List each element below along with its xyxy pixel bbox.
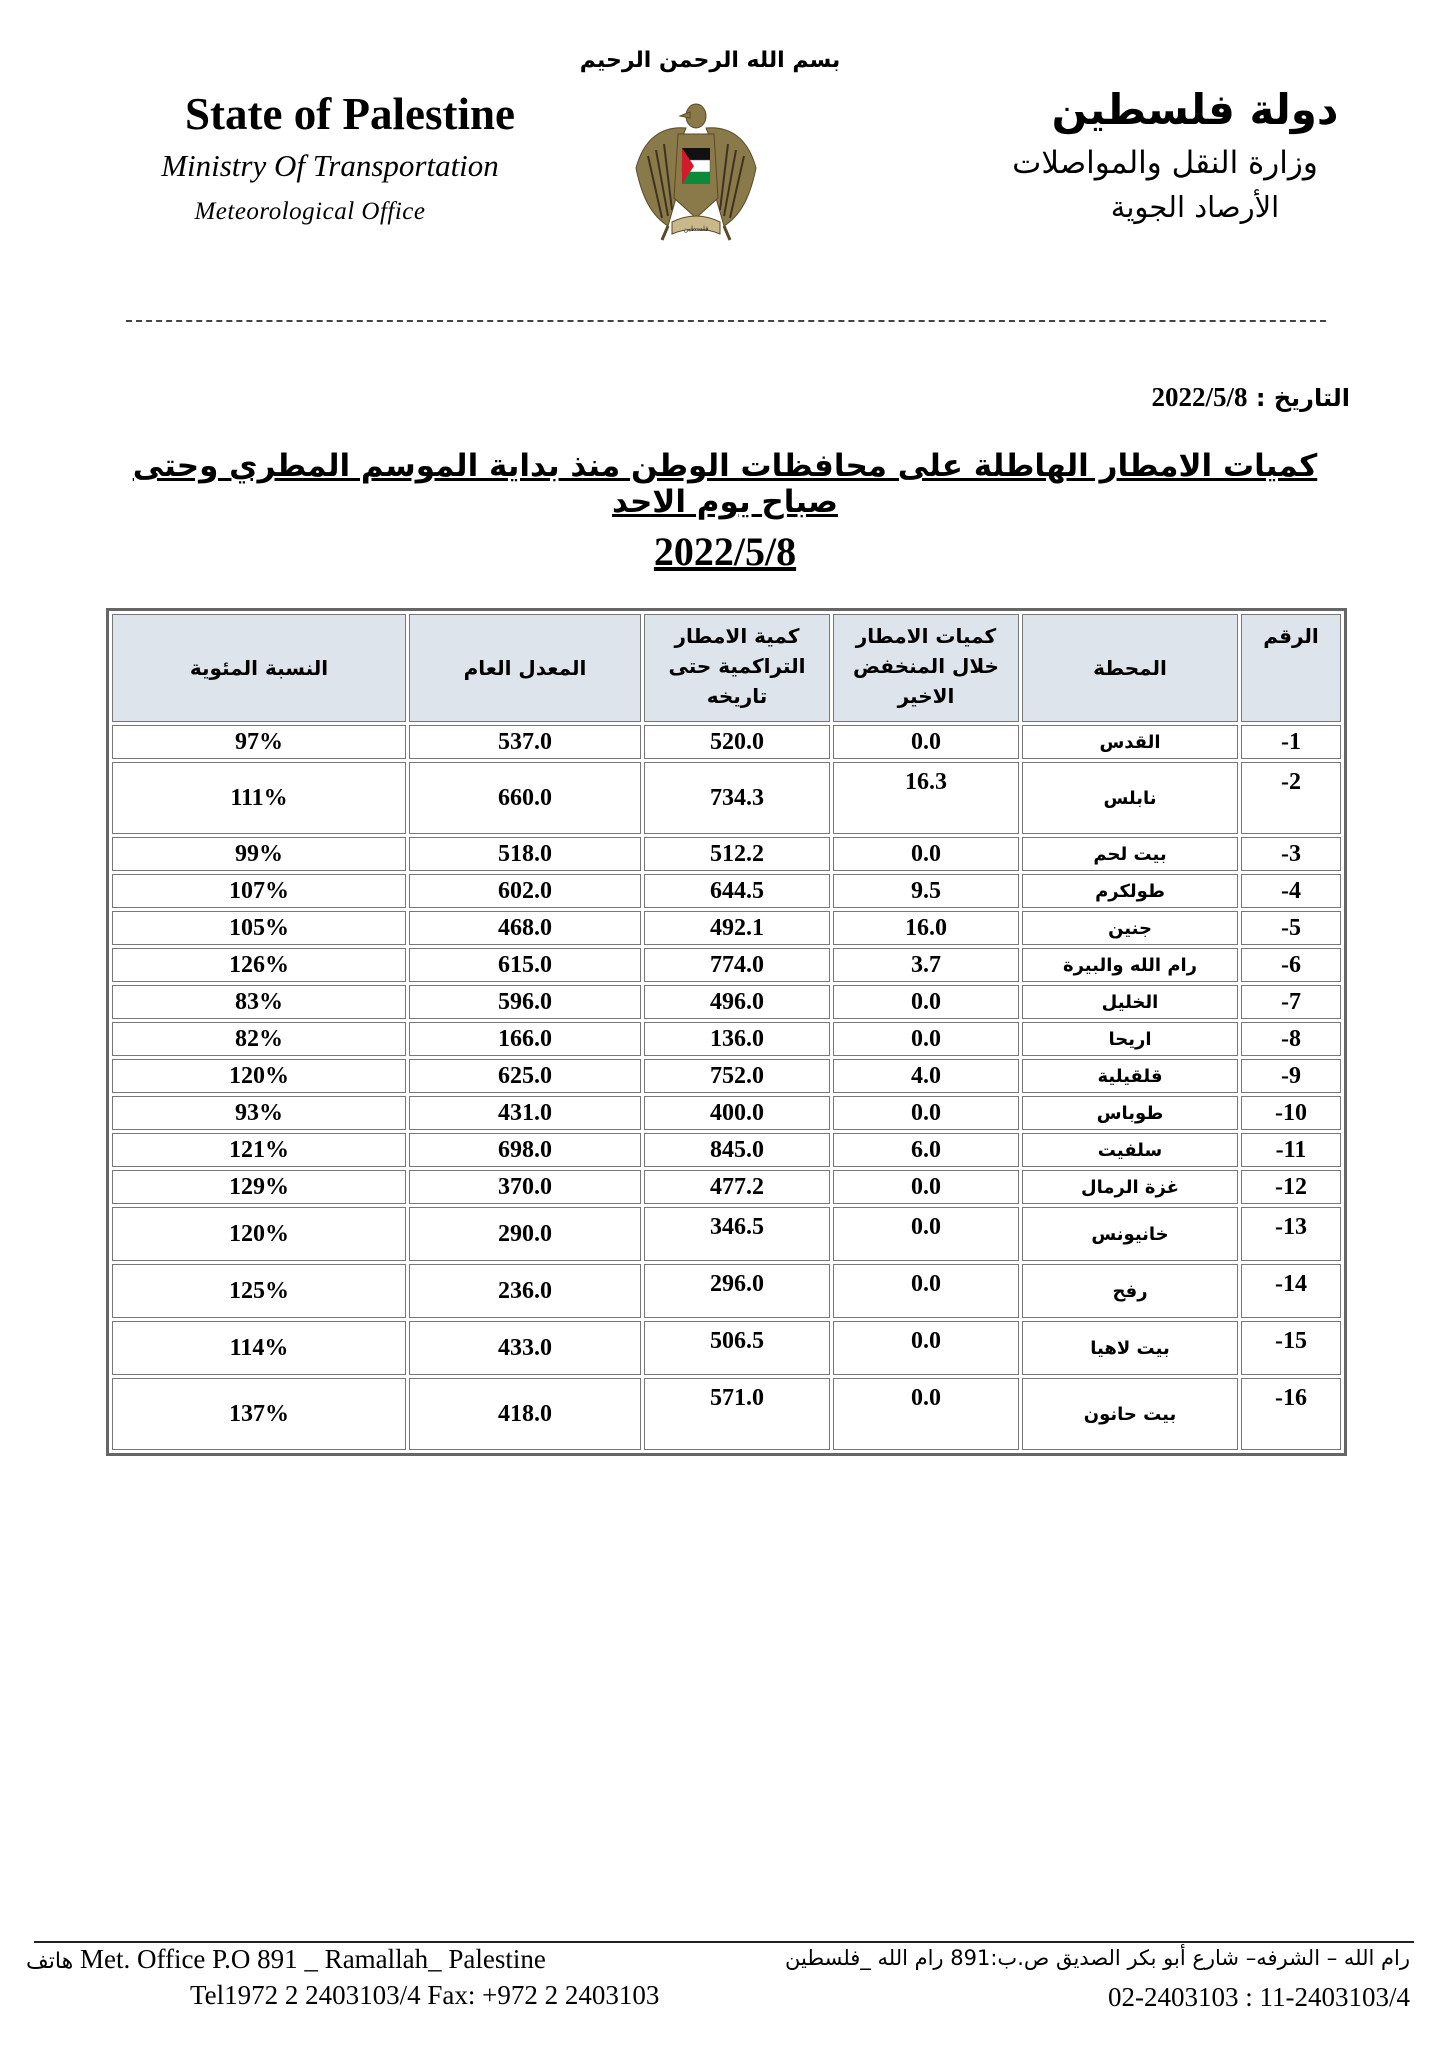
average-cell: 236.0 [409, 1264, 641, 1318]
page-title: كميات الامطار الهاطلة على محافظات الوطن منذ بداية الموسم المطري وحتى صباح يوم الاحد [132, 448, 1318, 520]
cumulative-cell: 296.0 [644, 1264, 830, 1318]
last-low-cell: 0.0 [833, 1207, 1019, 1261]
english-office-name: Meteorological Office [194, 198, 426, 225]
cumulative-cell: 774.0 [644, 948, 830, 982]
station-cell: اريحا [1022, 1022, 1238, 1056]
percent-cell: 137% [112, 1378, 406, 1450]
cumulative-cell: 512.2 [644, 837, 830, 871]
percent-cell: 83% [112, 985, 406, 1019]
station-cell: بيت لاهيا [1022, 1321, 1238, 1375]
last-low-cell: 0.0 [833, 1321, 1019, 1375]
station-cell: غزة الرمال [1022, 1170, 1238, 1204]
cumulative-cell: 136.0 [644, 1022, 830, 1056]
table-row [112, 874, 1341, 908]
station-cell: قلقيلية [1022, 1059, 1238, 1093]
arabic-ministry-name: وزارة النقل والمواصلات [1012, 145, 1318, 181]
table-row [112, 1059, 1341, 1093]
station-cell: نابلس [1022, 762, 1238, 834]
percent-cell: 111% [112, 762, 406, 834]
table-row [112, 985, 1341, 1019]
header-average: المعدل العام [409, 614, 641, 722]
cumulative-cell: 734.3 [644, 762, 830, 834]
table-row [112, 1133, 1341, 1167]
number-cell: -10 [1241, 1096, 1341, 1130]
number-cell: -1 [1241, 725, 1341, 759]
title-date: 2022/5/8 [653, 529, 797, 574]
last-low-cell: 0.0 [833, 725, 1019, 759]
number-cell: -7 [1241, 985, 1341, 1019]
table-row [112, 1378, 1341, 1450]
number-cell: -6 [1241, 948, 1341, 982]
last-low-cell: 0.0 [833, 1378, 1019, 1450]
number-cell: -11 [1241, 1133, 1341, 1167]
table-row [112, 911, 1341, 945]
table-row [112, 1207, 1341, 1261]
english-state-title: State of Palestine [185, 89, 515, 139]
last-low-cell: 0.0 [833, 985, 1019, 1019]
percent-cell: 93% [112, 1096, 406, 1130]
percent-cell: 129% [112, 1170, 406, 1204]
number-cell: -12 [1241, 1170, 1341, 1204]
average-cell: 698.0 [409, 1133, 641, 1167]
cumulative-cell: 752.0 [644, 1059, 830, 1093]
average-cell: 418.0 [409, 1378, 641, 1450]
station-cell: خانيونس [1022, 1207, 1238, 1261]
last-low-cell: 0.0 [833, 1170, 1019, 1204]
table-row [112, 948, 1341, 982]
percent-cell: 105% [112, 911, 406, 945]
percent-cell: 120% [112, 1207, 406, 1261]
number-cell: -9 [1241, 1059, 1341, 1093]
number-cell: -3 [1241, 837, 1341, 871]
station-cell: سلفيت [1022, 1133, 1238, 1167]
average-cell: 596.0 [409, 985, 641, 1019]
last-low-cell: 0.0 [833, 837, 1019, 871]
footer-address-text: Met. Office P.O 891 _ Ramallah_ Palestine [79, 1944, 546, 1974]
cumulative-cell: 400.0 [644, 1096, 830, 1130]
number-cell: -2 [1241, 762, 1341, 834]
header-station: المحطة [1022, 614, 1238, 722]
table-row [112, 1096, 1341, 1130]
footer-separator [34, 1941, 1414, 1943]
average-cell: 537.0 [409, 725, 641, 759]
percent-cell: 114% [112, 1321, 406, 1375]
cumulative-cell: 346.5 [644, 1207, 830, 1261]
footer-phone-label: هاتف [26, 1949, 74, 1974]
rainfall-table [106, 608, 1347, 1456]
number-cell: -14 [1241, 1264, 1341, 1318]
average-cell: 290.0 [409, 1207, 641, 1261]
last-low-cell: 0.0 [833, 1264, 1019, 1318]
palestine-eagle-emblem-icon [632, 98, 760, 246]
cumulative-cell: 520.0 [644, 725, 830, 759]
header-cumulative: كمية الامطار التراكمية حتى تاريخه [644, 614, 830, 722]
station-cell: جنين [1022, 911, 1238, 945]
table-header-row [112, 614, 1341, 722]
last-low-cell: 16.0 [833, 911, 1019, 945]
table-row [112, 1022, 1341, 1056]
table-row [112, 837, 1341, 871]
percent-cell: 125% [112, 1264, 406, 1318]
header-percent: النسبة المئوية [112, 614, 406, 722]
number-cell: -5 [1241, 911, 1341, 945]
cumulative-cell: 845.0 [644, 1133, 830, 1167]
average-cell: 370.0 [409, 1170, 641, 1204]
average-cell: 615.0 [409, 948, 641, 982]
footer-phone-fax: Tel1972 2 2403103/4 Fax: +972 2 2403103 [190, 1980, 660, 2010]
average-cell: 166.0 [409, 1022, 641, 1056]
last-low-cell: 3.7 [833, 948, 1019, 982]
cumulative-cell: 477.2 [644, 1170, 830, 1204]
header-separator [126, 320, 1326, 322]
arabic-state-title: دولة فلسطين [1051, 85, 1339, 134]
header-number: الرقم [1241, 614, 1341, 722]
cumulative-cell: 496.0 [644, 985, 830, 1019]
percent-cell: 97% [112, 725, 406, 759]
station-cell: الخليل [1022, 985, 1238, 1019]
percent-cell: 120% [112, 1059, 406, 1093]
station-cell: طوباس [1022, 1096, 1238, 1130]
average-cell: 660.0 [409, 762, 641, 834]
emblem-caption: فلسطين [683, 225, 709, 233]
english-ministry-name: Ministry Of Transportation [161, 148, 499, 183]
percent-cell: 107% [112, 874, 406, 908]
cumulative-cell: 492.1 [644, 911, 830, 945]
table-row [112, 1264, 1341, 1318]
average-cell: 433.0 [409, 1321, 641, 1375]
number-cell: -16 [1241, 1378, 1341, 1450]
station-cell: القدس [1022, 725, 1238, 759]
date-label: التاريخ : [1255, 384, 1350, 412]
number-cell: -13 [1241, 1207, 1341, 1261]
cumulative-cell: 644.5 [644, 874, 830, 908]
station-cell: بيت لحم [1022, 837, 1238, 871]
percent-cell: 126% [112, 948, 406, 982]
percent-cell: 82% [112, 1022, 406, 1056]
last-low-cell: 4.0 [833, 1059, 1019, 1093]
station-cell: طولكرم [1022, 874, 1238, 908]
percent-cell: 99% [112, 837, 406, 871]
last-low-cell: 0.0 [833, 1096, 1019, 1130]
station-cell: رفح [1022, 1264, 1238, 1318]
average-cell: 518.0 [409, 837, 641, 871]
average-cell: 625.0 [409, 1059, 641, 1093]
arabic-office-name: الأرصاد الجوية [1110, 190, 1280, 224]
average-cell: 431.0 [409, 1096, 641, 1130]
station-cell: رام الله والبيرة [1022, 948, 1238, 982]
number-cell: -15 [1241, 1321, 1341, 1375]
percent-cell: 121% [112, 1133, 406, 1167]
footer-address-arabic: رام الله – الشرفه– شارع أبو بكر الصديق ص.ب:891 رام الله _فلسطين [785, 1946, 1410, 1970]
number-cell: -8 [1241, 1022, 1341, 1056]
table-row [112, 762, 1341, 834]
footer-address-english [26, 1944, 706, 1975]
cumulative-cell: 571.0 [644, 1378, 830, 1450]
number-cell: -4 [1241, 874, 1341, 908]
last-low-cell: 6.0 [833, 1133, 1019, 1167]
basmala: بسم الله الرحمن الرحيم [579, 48, 841, 73]
station-cell: بيت حانون [1022, 1378, 1238, 1450]
footer-phone-arabic: 02-2403103 : 11-2403103/4 [1108, 1982, 1410, 2012]
table-row [112, 1321, 1341, 1375]
average-cell: 602.0 [409, 874, 641, 908]
report-date [1060, 382, 1350, 413]
header-last-low: كميات الامطار خلال المنخفض الاخير [833, 614, 1019, 722]
table-row [112, 725, 1341, 759]
last-low-cell: 0.0 [833, 1022, 1019, 1056]
last-low-cell: 9.5 [833, 874, 1019, 908]
average-cell: 468.0 [409, 911, 641, 945]
cumulative-cell: 506.5 [644, 1321, 830, 1375]
last-low-cell: 16.3 [833, 762, 1019, 834]
table-row [112, 1170, 1341, 1204]
date-value: 2022/5/8 [1151, 382, 1248, 412]
